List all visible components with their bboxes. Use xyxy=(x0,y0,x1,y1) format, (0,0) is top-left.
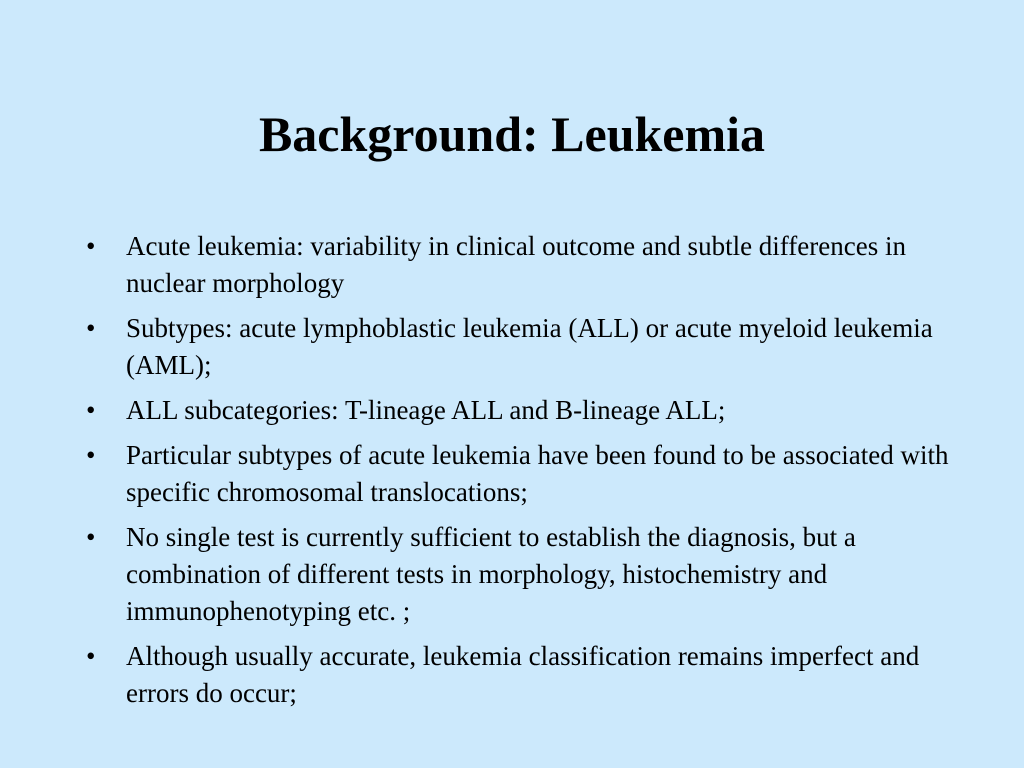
bullet-icon: • xyxy=(86,641,96,671)
bullet-icon: • xyxy=(86,440,96,470)
list-item xyxy=(86,310,956,384)
bullet-icon: • xyxy=(86,313,96,343)
slide-title: Background: Leukemia xyxy=(258,106,766,162)
bullet-icon: • xyxy=(86,231,96,261)
list-item xyxy=(86,437,956,511)
bullet-text: No single test is currently sufficient to establish the diagnosis, but a combination of different tests in morphology, histochemistry and immunophenotyping etc. ; xyxy=(126,522,856,626)
bullet-icon: • xyxy=(86,395,96,425)
bullet-text: Acute leukemia: variability in clinical outcome and subtle differences in nuclear morphology xyxy=(126,231,906,298)
list-item xyxy=(86,519,956,630)
list-item xyxy=(86,392,956,429)
bullet-list xyxy=(86,228,956,720)
bullet-icon: • xyxy=(86,522,96,552)
list-item xyxy=(86,228,956,302)
bullet-text: Particular subtypes of acute leukemia have been found to be associated with specific chromosomal translocations; xyxy=(126,440,949,507)
bullet-text: Subtypes: acute lymphoblastic leukemia (ALL) or acute myeloid leukemia (AML); xyxy=(126,313,933,380)
bullet-text: ALL subcategories: T-lineage ALL and B-lineage ALL; xyxy=(126,395,726,425)
bullet-text: Although usually accurate, leukemia classification remains imperfect and errors do occur; xyxy=(126,641,920,708)
list-item xyxy=(86,638,956,712)
